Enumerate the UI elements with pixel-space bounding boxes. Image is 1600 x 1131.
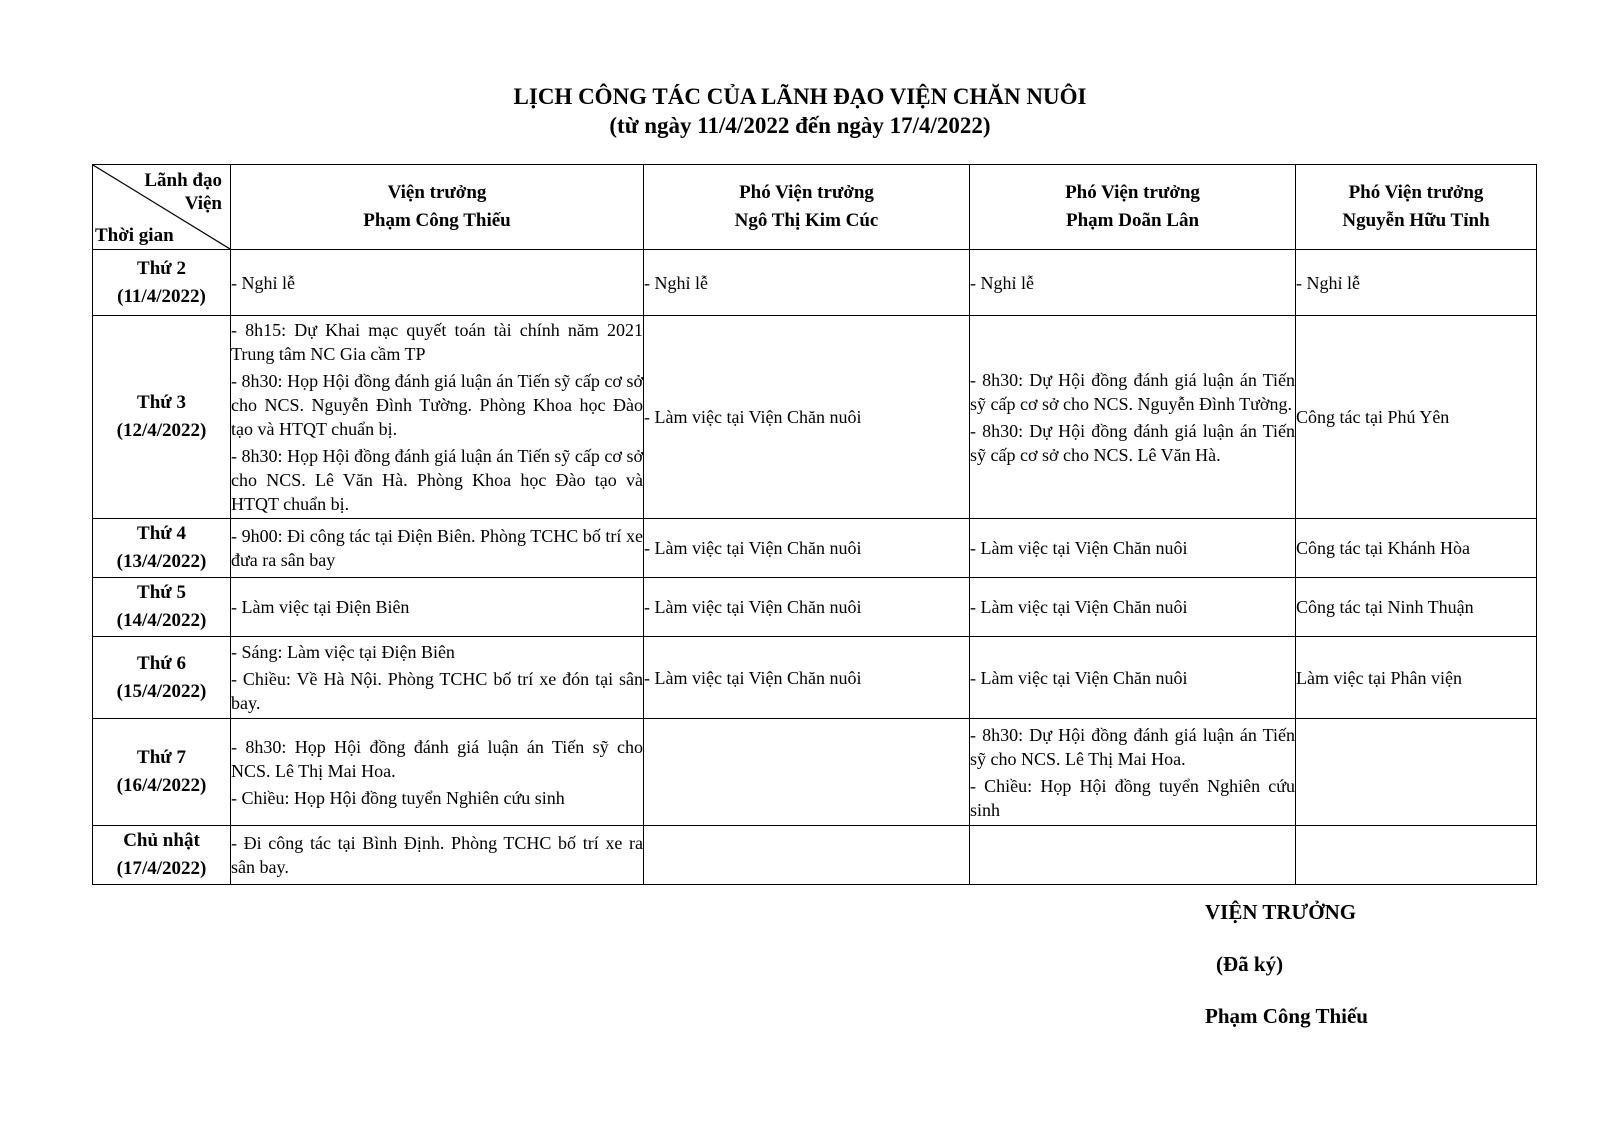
schedule-entry: - Chiều: Họp Hội đồng tuyển Nghiên cứu sinh (231, 787, 565, 808)
schedule-entry: Công tác tại Khánh Hòa (1296, 538, 1470, 558)
schedule-entry: - Nghỉ lễ (231, 272, 295, 293)
schedule-cell (970, 637, 1296, 719)
schedule-entry: - Làm việc tại Viện Chăn nuôi (970, 667, 1188, 688)
schedule-cell (231, 637, 644, 719)
schedule-cell (970, 578, 1296, 637)
day-cell (93, 250, 231, 316)
schedule-cell (644, 250, 970, 316)
schedule-entry: - 8h15: Dự Khai mạc quyết toán tài chính năm 2021 Trung tâm NC Gia cầm TP (231, 320, 643, 364)
schedule-entry: Công tác tại Ninh Thuận (1296, 597, 1474, 617)
schedule-entry: - Làm việc tại Viện Chăn nuôi (644, 538, 862, 558)
day-date: (12/4/2022) (116, 420, 207, 441)
day-date: (16/4/2022) (116, 775, 207, 796)
schedule-entry: - Chiều: Họp Hội đồng tuyển Nghiên cứu sinh (970, 775, 1295, 820)
table-row (93, 578, 1537, 637)
signature-name: Phạm Công Thiếu (1205, 1004, 1368, 1028)
corner-leader-label: Lãnh đạo Viện (144, 170, 222, 214)
day-date: (15/4/2022) (116, 680, 207, 702)
day-label: Thứ 7 (137, 747, 186, 768)
leader-header-pho-vien-truong-2 (970, 165, 1296, 250)
day-cell (93, 578, 231, 637)
table-row (93, 637, 1537, 719)
leader-header-vien-truong (231, 165, 644, 250)
schedule-entry: - 8h30: Họp Hội đồng đánh giá luận án Tiến sỹ cho NCS. Lê Thị Mai Hoa. (231, 736, 643, 781)
schedule-entry: - Đi công tác tại Bình Định. Phòng TCHC bố trí xe ra sân bay. (231, 833, 643, 877)
document-title-block (0, 82, 1600, 140)
leader-name: Phạm Doãn Lân (1065, 210, 1200, 231)
schedule-entry: - Làm việc tại Điện Biên (231, 597, 410, 617)
leader-name: Nguyễn Hữu Tỉnh (1342, 210, 1490, 231)
corner-time-label: Thời gian (95, 225, 174, 246)
schedule-entry: Làm việc tại Phân viện (1296, 667, 1462, 688)
signature-title: VIỆN TRƯỞNG (1205, 900, 1357, 924)
leader-role: Phó Viện trưởng (1065, 182, 1200, 203)
day-date: (11/4/2022) (117, 285, 206, 307)
day-cell (93, 719, 231, 826)
day-label: Thứ 6 (137, 652, 186, 674)
table-row (93, 826, 1537, 885)
schedule-entry: - 8h30: Họp Hội đồng đánh giá luận án Tiến sỹ cấp cơ sở cho NCS. Lê Văn Hà. Phòng Khoa học Đào tạo và HTQT chuẩn bị. (231, 446, 643, 514)
schedule-cell (644, 826, 970, 885)
leader-header-pho-vien-truong-3 (1296, 165, 1537, 250)
schedule-entry: - Làm việc tại Viện Chăn nuôi (970, 597, 1188, 617)
day-label: Thứ 5 (137, 582, 186, 603)
schedule-cell (970, 250, 1296, 316)
schedule-cell (231, 826, 644, 885)
document-title: LỊCH CÔNG TÁC CỦA LÃNH ĐẠO VIỆN CHĂN NUÔI (513, 84, 1087, 109)
schedule-cell (970, 826, 1296, 885)
schedule-cell (644, 519, 970, 578)
table-row (93, 519, 1537, 578)
day-label: Thứ 4 (137, 523, 186, 544)
leader-name: Ngô Thị Kim Cúc (734, 210, 879, 231)
schedule-cell (231, 719, 644, 826)
corner-header-cell (93, 165, 231, 250)
schedule-entry: Công tác tại Phú Yên (1296, 407, 1450, 427)
day-label: Thứ 2 (137, 257, 186, 279)
day-label: Thứ 3 (137, 392, 186, 413)
leader-role: Viện trưởng (387, 182, 487, 203)
schedule-cell (231, 519, 644, 578)
day-date: (13/4/2022) (116, 551, 207, 572)
schedule-cell (1296, 519, 1537, 578)
schedule-entry: - 8h30: Dự Hội đồng đánh giá luận án Tiến sỹ cấp cơ sở cho NCS. Nguyễn Đình Tường. (970, 369, 1295, 414)
table-header-row (93, 165, 1537, 250)
schedule-cell (1296, 637, 1537, 719)
signature-status: (Đã ký) (1216, 952, 1284, 976)
schedule-cell (231, 250, 644, 316)
leader-role: Phó Viện trưởng (1348, 182, 1484, 203)
table-row (93, 316, 1537, 519)
day-cell (93, 316, 231, 519)
schedule-cell (644, 578, 970, 637)
schedule-cell (644, 637, 970, 719)
schedule-entry: - 8h30: Dự Hội đồng đánh giá luận án Tiến sỹ cấp cơ sở cho NCS. Lê Văn Hà. (970, 420, 1295, 465)
schedule-table (92, 164, 1537, 885)
leader-role: Phó Viện trưởng (739, 182, 874, 203)
schedule-entry: - 8h30: Họp Hội đồng đánh giá luận án Tiến sỹ cấp cơ sở cho NCS. Nguyễn Đình Tường. Phòng Khoa học Đào tạo và HTQT chuẩn bị. (231, 371, 643, 439)
table-row (93, 250, 1537, 316)
schedule-cell (644, 719, 970, 826)
schedule-cell (970, 719, 1296, 826)
schedule-entry: - Nghỉ lễ (1296, 272, 1360, 293)
schedule-entry: - 8h30: Dự Hội đồng đánh giá luận án Tiến sỹ cho NCS. Lê Thị Mai Hoa. (970, 724, 1295, 769)
schedule-cell (1296, 250, 1537, 316)
day-cell (93, 637, 231, 719)
day-date: (14/4/2022) (116, 610, 207, 631)
schedule-body (93, 250, 1537, 885)
schedule-cell (970, 316, 1296, 519)
day-cell (93, 826, 231, 885)
schedule-cell (1296, 826, 1537, 885)
schedule-entry: - Sáng: Làm việc tại Điện Biên (231, 642, 455, 662)
schedule-cell (970, 519, 1296, 578)
schedule-entry: - Chiều: Về Hà Nội. Phòng TCHC bố trí xe đón tại sân bay. (231, 669, 643, 713)
schedule-entry: - Nghỉ lễ (644, 272, 708, 293)
leader-name: Phạm Công Thiếu (363, 210, 511, 231)
schedule-cell (1296, 578, 1537, 637)
schedule-entry: - Làm việc tại Viện Chăn nuôi (644, 667, 862, 688)
schedule-entry: - Nghỉ lễ (970, 272, 1034, 293)
schedule-entry: - Làm việc tại Viện Chăn nuôi (644, 597, 862, 617)
schedule-entry: - Làm việc tại Viện Chăn nuôi (970, 538, 1188, 558)
day-date: (17/4/2022) (116, 858, 207, 879)
day-cell (93, 519, 231, 578)
document-subtitle: (từ ngày 11/4/2022 đến ngày 17/4/2022) (609, 113, 991, 138)
day-label: Chủ nhật (123, 830, 200, 851)
schedule-cell (644, 316, 970, 519)
leader-header-pho-vien-truong-1 (644, 165, 970, 250)
schedule-cell (231, 578, 644, 637)
table-row (93, 719, 1537, 826)
schedule-cell (1296, 719, 1537, 826)
schedule-entry: - 9h00: Đi công tác tại Điện Biên. Phòng TCHC bố trí xe đưa ra sân bay (231, 526, 643, 570)
schedule-cell (1296, 316, 1537, 519)
schedule-cell (231, 316, 644, 519)
schedule-entry: - Làm việc tại Viện Chăn nuôi (644, 407, 862, 427)
